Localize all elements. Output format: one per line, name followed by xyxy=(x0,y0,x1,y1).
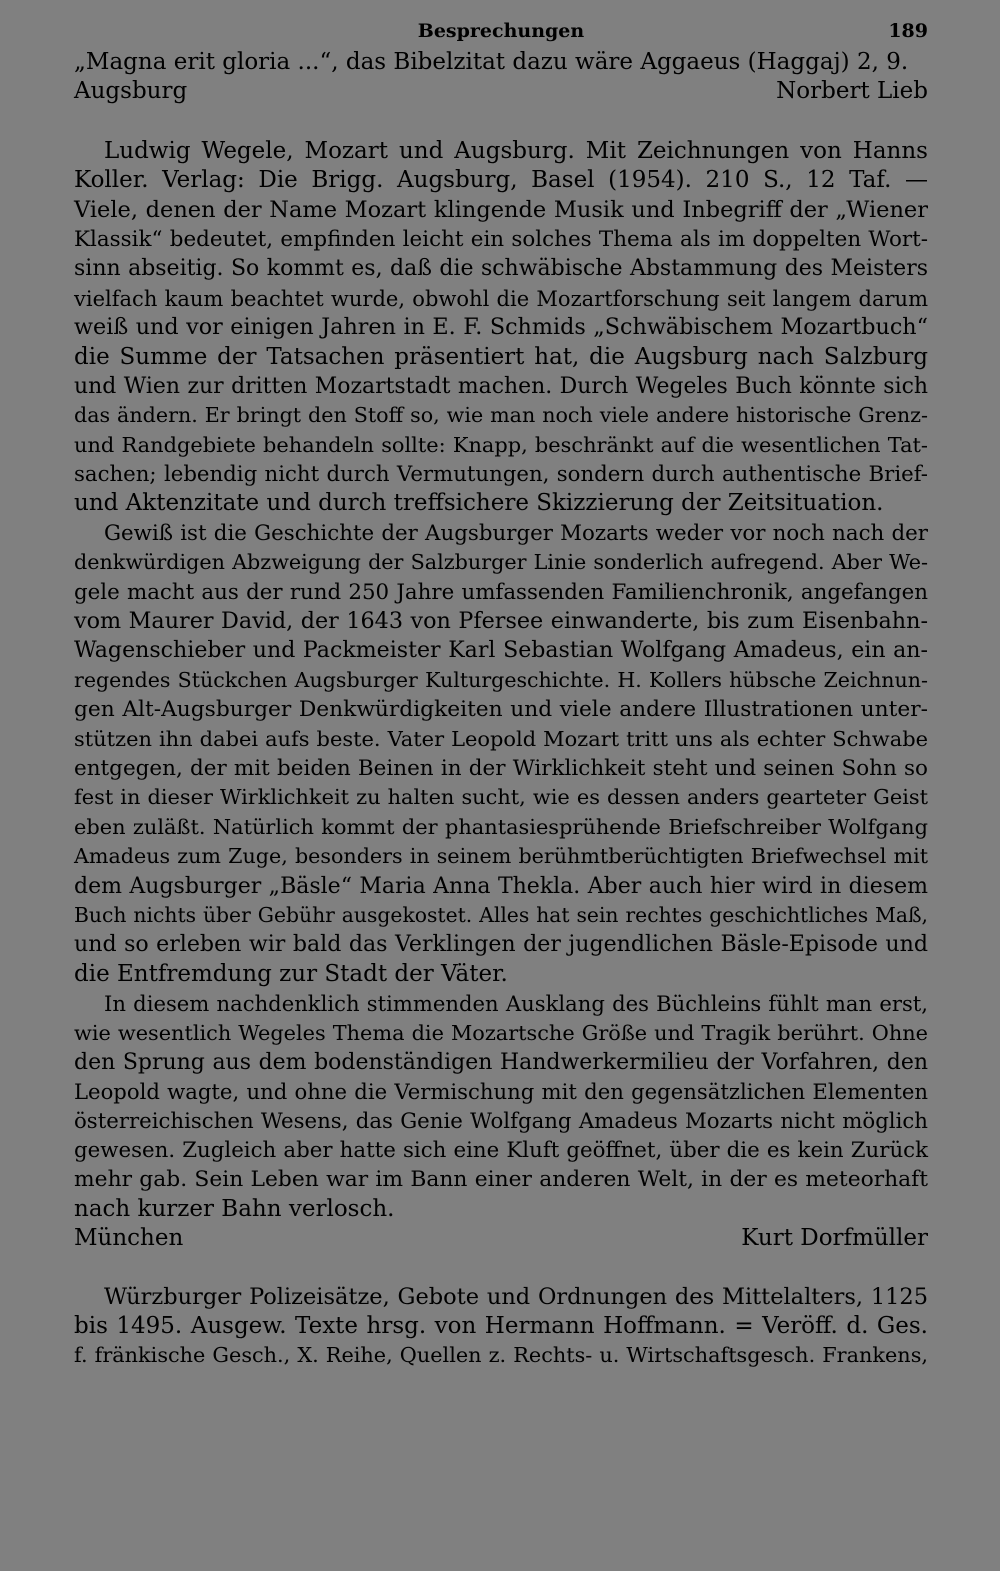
text-line: die Summe der Tatsachen präsentiert hat, die Augsburg nach Salzburg xyxy=(74,343,928,370)
text-line: Ludwig Wegele, Mozart und Augsburg. Mit Zeichnungen von Hanns xyxy=(104,137,928,164)
text-line: Gewiß ist die Geschichte der Augsburger Mozarts weder vor noch nach der xyxy=(104,520,928,546)
text-line: dem Augsburger „Bäsle“ Maria Anna Thekla. Aber auch hier wird in diesem xyxy=(74,873,928,899)
text-line: sachen; lebendig nicht durch Vermutungen, sondern durch authentische Brief- xyxy=(74,462,928,488)
text-line: denkwürdigen Abzweigung der Salzburger Linie sonderlich aufregend. Aber We- xyxy=(74,550,928,575)
signature-place: Augsburg xyxy=(74,78,188,105)
text-line: Wagenschieber und Packmeister Karl Sebastian Wolfgang Amadeus, ein an- xyxy=(74,638,928,664)
text-line: f. fränkische Gesch., X. Reihe, Quellen z. Rechts- u. Wirtschaftsgesch. Frankens, xyxy=(74,1343,928,1368)
section-title: Besprechungen xyxy=(417,20,585,42)
text-line: eben zuläßt. Natürlich kommt der phantasiesprühende Briefschreiber Wolfgang xyxy=(74,814,928,839)
text-line: vom Maurer David, der 1643 von Pfersee einwanderte, bis zum Eisenbahn- xyxy=(74,608,928,635)
spacer xyxy=(74,1254,928,1283)
page-number: 189 xyxy=(888,20,928,42)
text-line: mehr gab. Sein Leben war im Bann einer anderen Welt, in der es meteorhaft xyxy=(74,1167,928,1193)
text-line: wie wesentlich Wegeles Thema die Mozartsche Größe und Tragik berührt. Ohne xyxy=(74,1020,928,1045)
text-line: und Wien zur dritten Mozartstadt machen. Durch Wegeles Buch könnte sich xyxy=(74,373,928,399)
intro-block xyxy=(74,48,928,107)
text-line: bis 1495. Ausgew. Texte hrsg. von Hermann Hoffmann. = Veröff. d. Ges. xyxy=(74,1313,928,1340)
text-line: gewesen. Zugleich aber hatte sich eine Kluft geöffnet, über die es kein Zurück xyxy=(74,1138,928,1164)
text-line: Klassik“ bedeutet, empfinden leicht ein solches Thema als im doppelten Wort- xyxy=(74,226,928,252)
text-line: weiß und vor einigen Jahren in E. F. Schmids „Schwäbischem Mozartbuch“ xyxy=(74,314,928,341)
text-line: und Aktenzitate und durch treffsichere Skizzierung der Zeitsituation. xyxy=(74,490,884,517)
text-line: fest in dieser Wirklichkeit zu halten sucht, wie es dessen anders gearteter Geist xyxy=(74,785,928,810)
signature-author: Kurt Dorfmüller xyxy=(741,1225,928,1252)
text-line: die Entfremdung zur Stadt der Väter. xyxy=(74,960,508,987)
text-line: österreichischen Wesens, das Genie Wolfgang Amadeus Mozarts nicht möglich xyxy=(74,1108,928,1134)
signature-line xyxy=(74,1224,928,1253)
text-line: stützen ihn dabei aufs beste. Vater Leopold Mozart tritt uns als echter Schwabe xyxy=(74,726,928,751)
text-line: und Randgebiete behandeln sollte: Knapp, beschränkt auf die wesentlichen Tat- xyxy=(74,432,928,457)
text-line: Leopold wagte, und ohne die Vermischung mit den gegensätzlichen Elementen xyxy=(74,1079,928,1105)
text-line: sinn abseitig. So kommt es, daß die schwäbische Abstammung des Meisters xyxy=(74,256,928,282)
text-line: Buch nichts über Gebühr ausgekostet. Alles hat sein rechtes geschichtliches Maß, xyxy=(74,902,928,927)
spacer xyxy=(74,107,928,137)
text-line: nach kurzer Bahn verlosch. xyxy=(74,1195,395,1222)
text-line: In diesem nachdenklich stimmenden Ausklang des Büchleins fühlt man erst, xyxy=(104,991,928,1017)
text-line: entgegen, der mit beiden Beinen in der Wirklichkeit steht und seinen Sohn so xyxy=(74,755,928,781)
text-line: Viele, denen der Name Mozart klingende Musik und Inbegriff der „Wiener xyxy=(74,196,928,223)
text-line: den Sprung aus dem bodenständigen Handwerkermilieu der Vorfahren, den xyxy=(74,1049,928,1075)
text-line: und so erleben wir bald das Verklingen der jugendlichen Bäsle-Episode und xyxy=(74,931,928,958)
signature-author: Norbert Lieb xyxy=(776,78,928,105)
text-line: „Magna erit gloria ...“, das Bibelzitat dazu wäre Aggaeus (Haggaj) 2, 9. xyxy=(74,49,909,75)
review-mozart xyxy=(74,137,928,1254)
text-line: gele macht aus der rund 250 Jahre umfassenden Familienchronik, angefangen xyxy=(74,579,928,605)
text-line: das ändern. Er bringt den Stoff so, wie man noch viele andere historische Grenz- xyxy=(74,403,928,428)
review-wuerzburg xyxy=(74,1283,928,1371)
text-line: gen Alt-Augsburger Denkwürdigkeiten und viele andere Illustrationen unter- xyxy=(74,697,928,723)
text-line: Amadeus zum Zuge, besonders in seinem berühmtberüchtigten Briefwechsel mit xyxy=(74,844,928,869)
signature-line xyxy=(74,77,928,106)
text-line: regendes Stückchen Augsburger Kulturgeschichte. H. Kollers hübsche Zeichnun- xyxy=(74,667,928,692)
text-line: Koller. Verlag: Die Brigg. Augsburg, Basel (1954). 210 S., 12 Taf. — xyxy=(74,167,928,194)
text-line: vielfach kaum beachtet wurde, obwohl die Mozartforschung seit langem darum xyxy=(74,285,928,311)
running-head xyxy=(74,14,928,48)
signature-place: München xyxy=(74,1225,184,1252)
text-line: Würzburger Polizeisätze, Gebote und Ordnungen des Mittelalters, 1125 xyxy=(104,1283,928,1310)
